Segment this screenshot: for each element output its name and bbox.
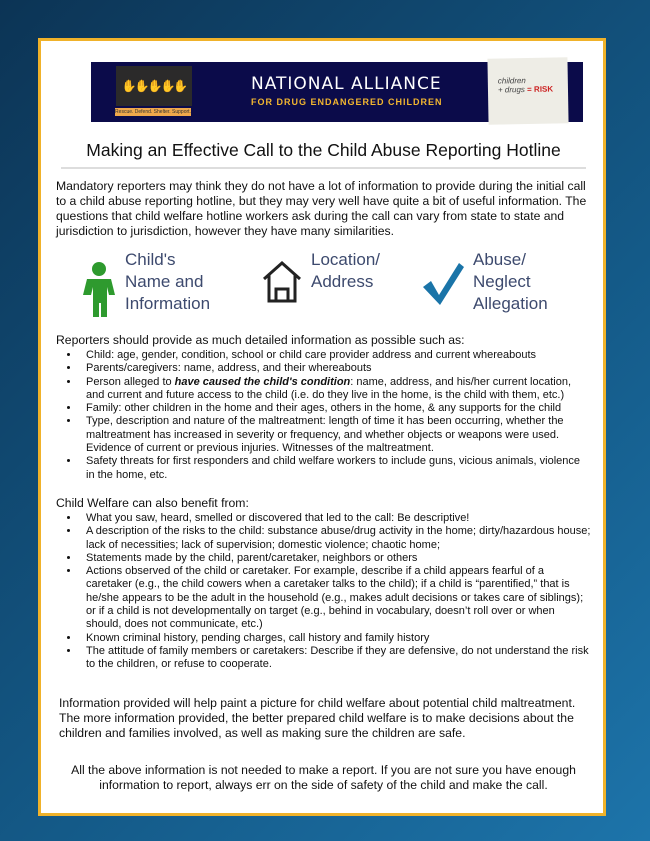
reporter-info-section <box>56 333 591 482</box>
divider <box>61 167 586 169</box>
hands-logo: ✋✋✋✋✋ <box>116 66 192 106</box>
icon-label: Child's Name and Information <box>125 250 211 313</box>
icon-label: Location/ Address <box>311 250 380 291</box>
section-heading: Child Welfare can also benefit from: <box>56 495 249 510</box>
list-item: • What you saw, heard, smelled or discovered that led to the call: Be descriptive! <box>80 512 591 525</box>
section-heading: Reporters should provide as much detailed information as possible such as: <box>56 333 465 347</box>
list-item: • Safety threats for first responders and child welfare workers to include guns, vicious animals, violence in the home, etc. <box>80 455 591 482</box>
note-risk: = RISK <box>527 84 554 95</box>
icon-item <box>421 249 548 315</box>
page-title: Making an Effective Call to the Child Abuse Reporting Hotline <box>86 140 561 160</box>
closing-note: All the above information is not needed to make a report. If you are not sure you have enough information to report, always err on the side of safety of the child and make the call. <box>71 762 576 792</box>
closing-paragraph: Information provided will help paint a picture for child welfare about potential child maltreatment. The more information provided, the better prepared child welfare is to make decisions about the children and families involved, as well as making sure the children are safe. <box>59 695 576 740</box>
list-item: • Actions observed of the child or caretaker. For example, describe if a child appears fearful of a caretaker (e.g., the child cowers when a caretaker talks to the child); if a child is “parentified,” that is he/she appears to be the adult in the household (e.g., makes adult decisions or takes care of siblings); or if a child is not developmentally on target (e.g., behind in vocabulary, doesn’t roll over or when should, does not communicate, etc.) <box>80 565 591 631</box>
header-banner <box>91 62 583 122</box>
list-item: • Known criminal history, pending charges, call history and family history <box>80 632 591 645</box>
tagline: Rescue. Defend. Shelter. Support. <box>115 109 191 115</box>
icon-item <box>81 249 210 321</box>
list-item: • Statements made by the child, parent/caretaker, neighbors or others <box>80 552 591 565</box>
note-text: children <box>497 76 526 86</box>
org-subtitle: FOR DRUG ENDANGERED CHILDREN <box>251 97 443 107</box>
content <box>41 41 603 813</box>
list-item: • A description of the risks to the child: substance abuse/drug activity in the home; dirty/hazardous house; lack of necessities; lack of supervision; domestic violence; chaotic home; <box>80 525 591 552</box>
additional-info-section <box>56 496 591 672</box>
intro-paragraph: Mandatory reporters may think they do not have a lot of information to provide during the initial call to a child abuse reporting hotline, but they may very well have quite a bit of useful information. The questions that child welfare hotline workers ask during the call can vary from state to state and jurisdiction to jurisdiction, however they have many similarities. <box>56 179 587 238</box>
item-text: name, address, and his/her current location, and current and future access to the child (i.e. do they live in the home, is the child with them, etc.) <box>86 375 572 401</box>
list-item: • Type, description and nature of the maltreatment: length of time it has been occurring, whether the maltreatment has increased in severity or frequency, and whether objects or weapons were used. Evidence of current or previous injuries. Witnesses of the maltreatment. <box>80 415 591 455</box>
icon-item <box>261 249 380 305</box>
icon-label: Abuse/ Neglect Allegation <box>473 250 548 313</box>
list-item: • The attitude of family members or caretakers: Describe if they are defensive, do not understand the risk to the children, or refuse to cooperate. <box>80 645 591 672</box>
item-emphasis: have caused the child's condition <box>174 375 351 388</box>
notepad-graphic <box>487 57 568 124</box>
list-item: • Family: other children in the home and their ages, others in the home, & any supports for the child <box>80 402 591 415</box>
list-item: • Parents/caregivers: name, address, and their whereabouts <box>80 362 591 375</box>
checkmark-icon <box>421 261 465 309</box>
org-name: NATIONAL ALLIANCE <box>251 74 442 94</box>
person-icon <box>81 261 117 321</box>
house-icon <box>261 259 303 305</box>
item-prefix: Person alleged to <box>86 375 175 388</box>
item-colon: : <box>350 375 357 388</box>
flyer <box>38 38 606 816</box>
list-item <box>80 376 591 403</box>
icon-row <box>81 249 581 329</box>
list-item: • Child: age, gender, condition, school or child care provider address and current whereabouts <box>80 349 591 362</box>
note-text: + drugs <box>497 85 525 95</box>
